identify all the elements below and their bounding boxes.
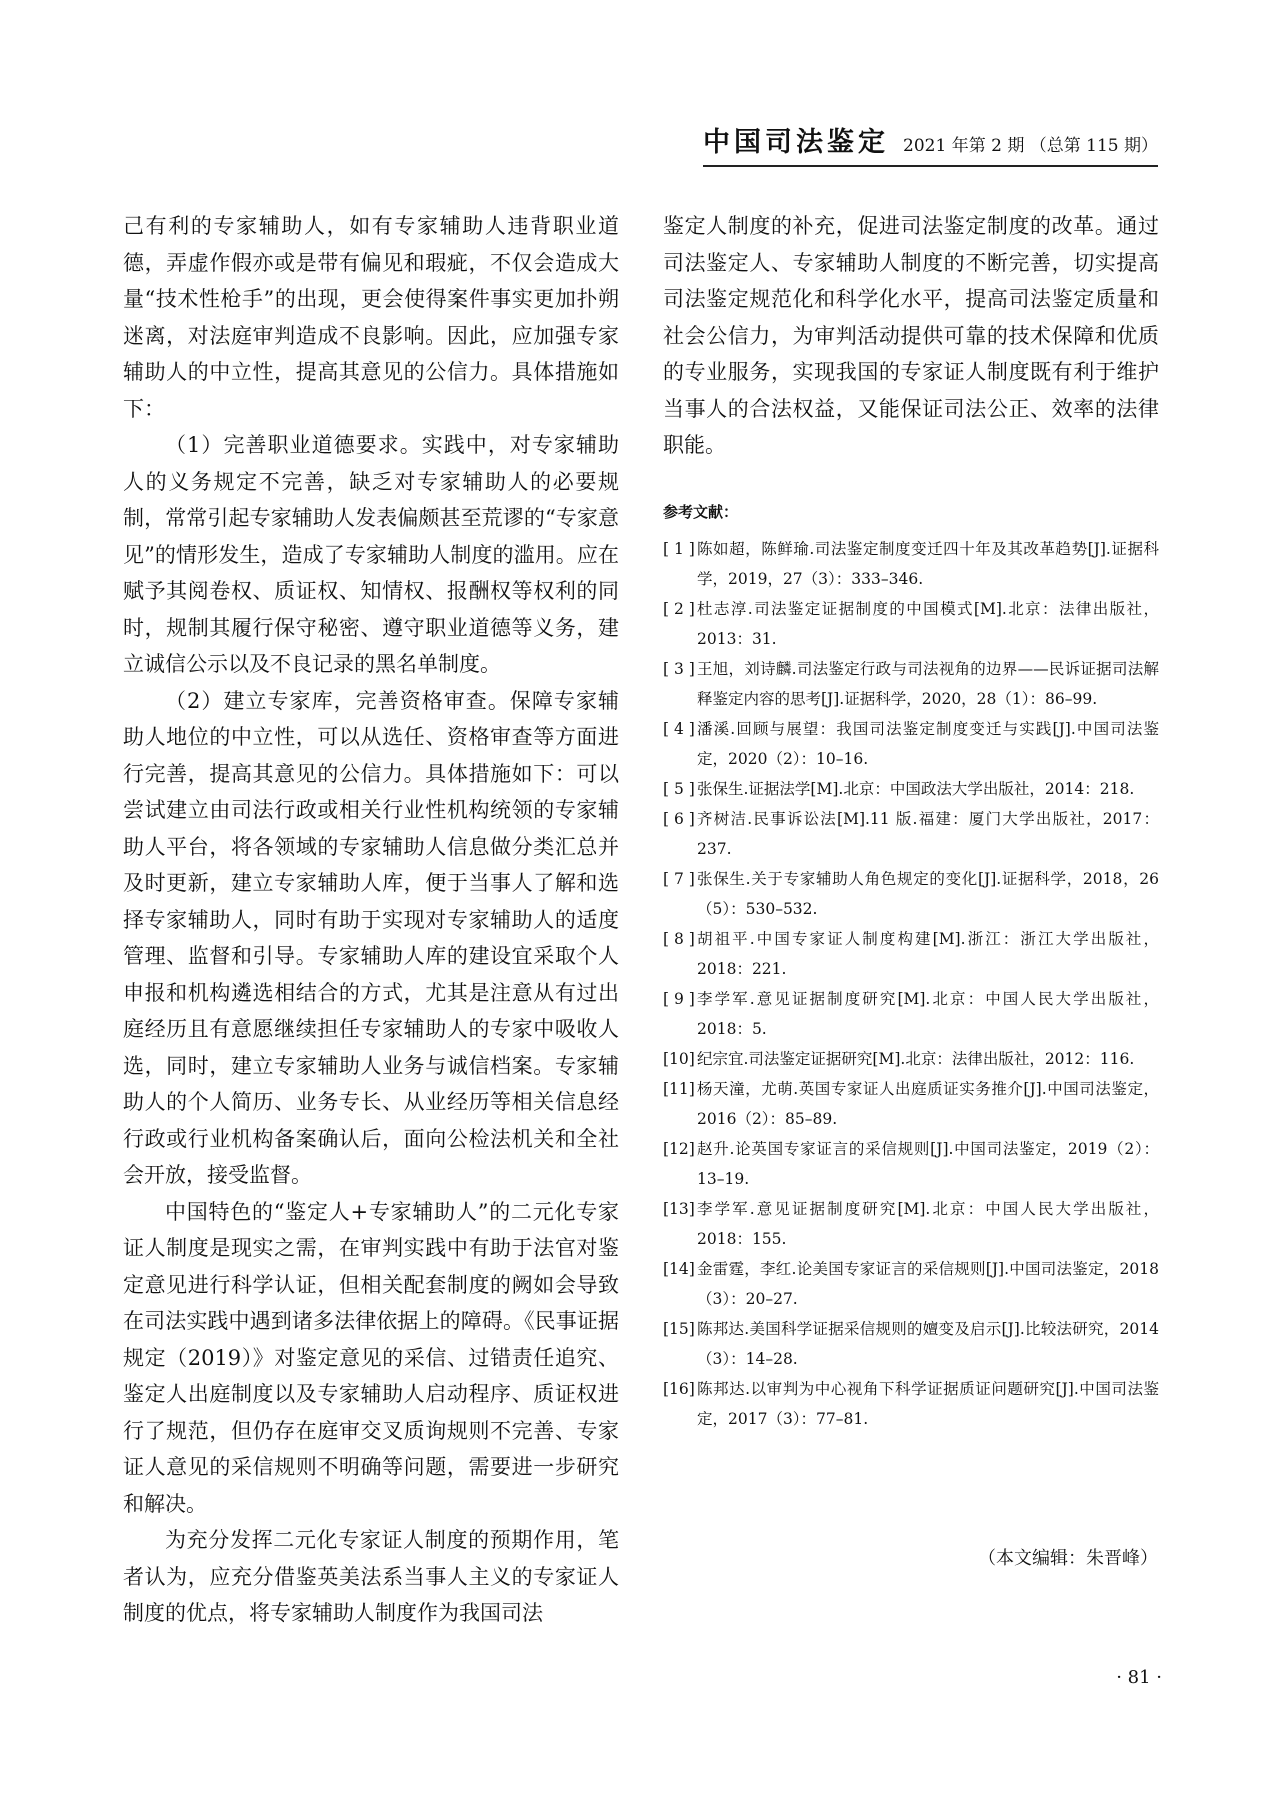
reference-text: 陈邦达.美国科学证据采信规则的嬗变及启示[J].比较法研究，2014（3）：14–28. <box>697 1320 1159 1368</box>
right-column <box>663 208 1159 1434</box>
reference-number: [12] <box>663 1140 695 1158</box>
reference-text: 陈邦达.以审判为中心视角下科学证据质证问题研究[J].中国司法鉴定，2017（3）：77–81. <box>697 1380 1159 1428</box>
reference-number: [ 6 ] <box>663 810 695 828</box>
reference-text: 陈如超，陈鲜瑜.司法鉴定制度变迁四十年及其改革趋势[J].证据科学，2019，27（3）：333–346. <box>697 540 1159 588</box>
reference-item <box>663 1374 1159 1434</box>
paragraph: 为充分发挥二元化专家证人制度的预期作用，笔者认为，应充分借鉴英美法系当事人主义的专家证人制度的优点，将专家辅助人制度作为我国司法 <box>123 1528 619 1625</box>
reference-number: [ 9 ] <box>663 990 695 1008</box>
reference-number: [13] <box>663 1200 695 1218</box>
page-number: · 81 · <box>1116 1667 1162 1688</box>
reference-text: 赵升.论英国专家证言的采信规则[J].中国司法鉴定，2019（2）：13–19. <box>697 1140 1159 1188</box>
reference-item <box>663 1134 1159 1194</box>
reference-number: [ 4 ] <box>663 720 695 738</box>
reference-number: [ 7 ] <box>663 870 695 888</box>
journal-name: 中国司法鉴定 <box>703 127 890 158</box>
reference-text: 齐树洁.民事诉讼法[M].11 版.福建：厦门大学出版社，2017：237. <box>697 810 1159 858</box>
reference-number: [15] <box>663 1320 695 1338</box>
reference-text: 张保生.证据法学[M].北京：中国政法大学出版社，2014：218. <box>697 780 1135 798</box>
references-list <box>663 534 1159 1434</box>
reference-text: 杨天潼，尤萌.英国专家证人出庭质证实务推介[J].中国司法鉴定，2016（2）：85–89. <box>697 1080 1159 1128</box>
reference-number: [ 3 ] <box>663 660 695 678</box>
paragraph: 己有利的专家辅助人，如有专家辅助人违背职业道德，弄虚作假亦或是带有偏见和瑕疵，不仅会造成大量“技术性枪手”的出现，更会使得案件事实更加扑朔迷离，对法庭审判造成不良影响。因此，应加强专家辅助人的中立性，提高其意见的公信力。具体措施如下： <box>123 214 619 421</box>
reference-item <box>663 534 1159 594</box>
reference-text: 王旭，刘诗麟.司法鉴定行政与司法视角的边界——民诉证据司法解释鉴定内容的思考[J].证据科学，2020，28（1）：86–99. <box>697 660 1159 708</box>
reference-item <box>663 864 1159 924</box>
reference-text: 潘溪.回顾与展望：我国司法鉴定制度变迁与实践[J].中国司法鉴定，2020（2）：10–16. <box>697 720 1159 768</box>
reference-text: 杜志淳.司法鉴定证据制度的中国模式[M].北京：法律出版社，2013：31. <box>697 600 1159 648</box>
reference-text: 金雷霆，李红.论美国专家证言的采信规则[J].中国司法鉴定，2018（3）：20–27. <box>697 1260 1159 1308</box>
reference-number: [11] <box>663 1080 695 1098</box>
reference-item <box>663 924 1159 984</box>
reference-number: [ 1 ] <box>663 540 695 558</box>
reference-item <box>663 714 1159 774</box>
reference-item <box>663 1194 1159 1254</box>
reference-number: [14] <box>663 1260 695 1278</box>
running-header <box>703 120 1158 167</box>
reference-item <box>663 984 1159 1044</box>
paragraph: （1）完善职业道德要求。实践中，对专家辅助人的义务规定不完善，缺乏对专家辅助人的必要规制，常常引起专家辅助人发表偏颇甚至荒谬的“专家意见”的情形发生，造成了专家辅助人制度的滥用。应在赋予其阅卷权、质证权、知情权、报酬权等权利的同时，规制其履行保守秘密、遵守职业道德等义务，建立诚信公示以及不良记录的黑名单制度。 <box>123 433 619 676</box>
reference-item <box>663 1044 1159 1074</box>
left-column <box>123 208 619 1632</box>
reference-number: [10] <box>663 1050 695 1068</box>
reference-item <box>663 1074 1159 1134</box>
paragraph: 中国特色的“鉴定人+专家辅助人”的二元化专家证人制度是现实之需，在审判实践中有助于法官对鉴定意见进行科学认证，但相关配套制度的阙如会导致在司法实践中遇到诸多法律依据上的障碍。《民事证据规定（2019）》对鉴定意见的采信、过错责任追究、鉴定人出庭制度以及专家辅助人启动程序、质证权进行了规范，但仍存在庭审交叉质询规则不完善、专家证人意见的采信规则不明确等问题，需要进一步研究和解决。 <box>123 1199 619 1516</box>
reference-text: 李学军.意见证据制度研究[M].北京：中国人民大学出版社，2018：155. <box>697 1200 1159 1248</box>
issue-info: 2021 年第 2 期 （总第 115 期） <box>903 136 1158 156</box>
reference-number: [ 2 ] <box>663 600 695 618</box>
reference-text: 纪宗宜.司法鉴定证据研究[M].北京：法律出版社，2012：116. <box>697 1050 1135 1068</box>
reference-item <box>663 654 1159 714</box>
reference-text: 李学军.意见证据制度研究[M].北京：中国人民大学出版社，2018：5. <box>697 990 1159 1038</box>
reference-number: [16] <box>663 1380 695 1398</box>
paragraph: 鉴定人制度的补充，促进司法鉴定制度的改革。通过司法鉴定人、专家辅助人制度的不断完善，切实提高司法鉴定规范化和科学化水平，提高司法鉴定质量和社会公信力，为审判活动提供可靠的技术保障和优质的专业服务，实现我国的专家证人制度既有利于维护当事人的合法权益，又能保证司法公正、效率的法律职能。 <box>663 214 1159 457</box>
reference-number: [ 8 ] <box>663 930 695 948</box>
editor-note: （本文编辑：朱晋峰） <box>978 1548 1158 1569</box>
reference-text: 胡祖平.中国专家证人制度构建[M].浙江：浙江大学出版社，2018：221. <box>697 930 1159 978</box>
paragraph: （2）建立专家库，完善资格审查。保障专家辅助人地位的中立性，可以从选任、资格审查等方面进行完善，提高其意见的公信力。具体措施如下：可以尝试建立由司法行政或相关行业性机构统领的专家辅助人平台，将各领域的专家辅助人信息做分类汇总并及时更新，建立专家辅助人库，便于当事人了解和选择专家辅助人，同时有助于实现对专家辅助人的适度管理、监督和引导。专家辅助人库的建设宜采取个人申报和机构遴选相结合的方式，尤其是注意从有过出庭经历且有意愿继续担任专家辅助人的专家中吸收人选，同时，建立专家辅助人业务与诚信档案。专家辅助人的个人简历、业务专长、从业经历等相关信息经行政或行业机构备案确认后，面向公检法机关和全社会开放，接受监督。 <box>123 688 619 1187</box>
reference-number: [ 5 ] <box>663 780 695 798</box>
reference-item <box>663 1314 1159 1374</box>
reference-item <box>663 594 1159 654</box>
reference-item <box>663 804 1159 864</box>
reference-text: 张保生.关于专家辅助人角色规定的变化[J].证据科学，2018，26（5）：530–532. <box>697 870 1159 918</box>
reference-item <box>663 774 1159 804</box>
references-title: 参考文献： <box>663 502 739 521</box>
reference-item <box>663 1254 1159 1314</box>
